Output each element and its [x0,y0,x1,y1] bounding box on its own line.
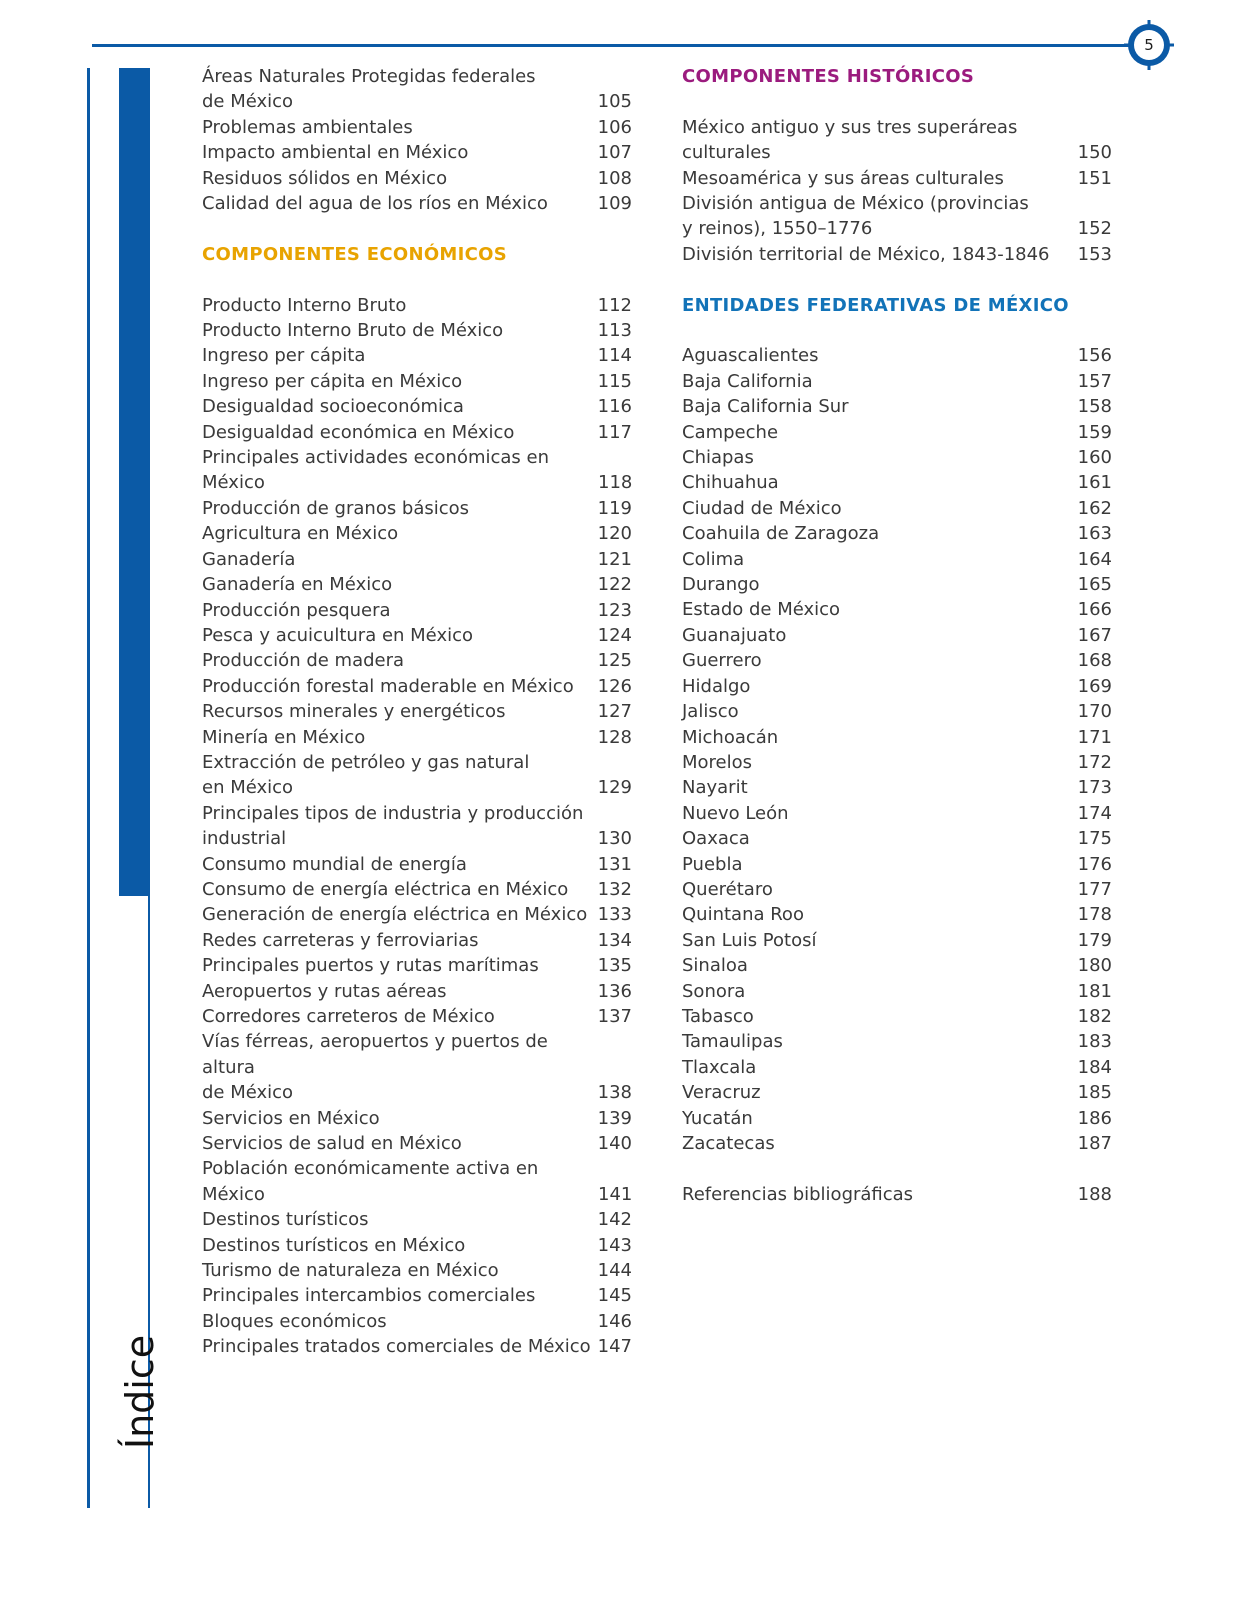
toc-entry[interactable] [202,852,632,877]
toc-entry-title: Minería en México [202,726,366,748]
toc-entry-title: Servicios en México [202,1107,380,1129]
toc-entry-title: Baja California Sur [682,396,849,418]
toc-entry-title: Hidalgo [682,675,751,697]
toc-entry[interactable] [202,140,632,165]
toc-entry-title: Vías férreas, aeropuertos y puertos de altura [202,1031,548,1078]
toc-entry[interactable] [682,115,1112,166]
toc-entry-title: Agricultura en México [202,523,399,545]
toc-entry[interactable] [682,826,1112,851]
toc-entry-title: Ingreso per cápita [202,345,366,367]
toc-entry-title: Nayarit [682,777,748,799]
toc-entry-page: 121 [597,548,632,570]
toc-entry[interactable] [202,598,632,623]
toc-entry-title: Principales intercambios comerciales [202,1285,536,1307]
toc-entry-page: 120 [597,523,632,545]
toc-entry[interactable] [682,852,1112,877]
toc-entry[interactable] [202,394,632,419]
toc-entry-page: 135 [597,955,632,977]
toc-entry[interactable] [682,191,1112,242]
toc-entry-title: Quintana Roo [682,904,804,926]
toc-entry-page: 175 [1077,828,1112,850]
toc-entry[interactable] [202,674,632,699]
toc-entry-page: 109 [597,193,632,215]
toc-entry-page: 153 [1077,243,1112,265]
toc-entry-title: Querétaro [682,878,773,900]
toc-entry[interactable] [682,1080,1112,1105]
toc-entry-page: 136 [597,980,632,1002]
toc-entry-page: 166 [1077,599,1112,621]
toc-entry-title: Producción de madera [202,650,405,672]
toc-entry-title: Consumo de energía eléctrica en México [202,878,569,900]
toc-entry-title: Principales tratados comerciales de México [202,1336,591,1358]
toc-entry-page: 113 [597,320,632,342]
toc-left-column [202,64,632,1360]
toc-entry-title: Producto Interno Bruto de México [202,320,504,342]
toc-entry[interactable] [202,445,632,496]
toc-entry-page: 114 [597,345,632,367]
toc-entry-title: de México [202,1082,294,1104]
toc-entry-title: Bloques económicos [202,1310,387,1332]
toc-entry[interactable] [202,1233,632,1258]
toc-entry-title: Zacatecas [682,1133,775,1155]
toc-entry[interactable] [682,928,1112,953]
toc-entry[interactable] [682,343,1112,368]
toc-entry[interactable] [682,1004,1112,1029]
toc-entry[interactable] [682,750,1112,775]
toc-entry-page: 134 [597,929,632,951]
toc-entry-title: industrial [202,828,287,850]
toc-entry[interactable] [202,699,632,724]
toc-entry[interactable] [682,445,1112,470]
toc-entry[interactable] [202,1029,632,1105]
toc-entry-page: 173 [1077,777,1112,799]
toc-entry-page: 125 [597,650,632,672]
toc-entry-page: 169 [1077,675,1112,697]
toc-entry-title: Desigualdad socioeconómica [202,396,464,418]
toc-entry-page: 151 [1077,167,1112,189]
toc-entry-page: 131 [597,853,632,875]
toc-entry-title: Baja California [682,370,813,392]
toc-entry-page: 117 [597,421,632,443]
toc-entry[interactable] [202,293,632,318]
toc-entry-title: Redes carreteras y ferroviarias [202,929,479,951]
toc-entry-title: Jalisco [682,701,739,723]
toc-entry[interactable] [202,166,632,191]
toc-entry-title: Pesca y acuicultura en México [202,624,474,646]
toc-entry-page: 182 [1077,1005,1112,1027]
toc-entry[interactable] [202,750,632,801]
toc-entry[interactable] [682,979,1112,1004]
toc-entry-page: 132 [597,878,632,900]
toc-entry-page: 108 [597,167,632,189]
toc-entry-page: 187 [1077,1133,1112,1155]
toc-entry-page: 157 [1077,370,1112,392]
page-number: 5 [1144,36,1154,54]
toc-entry-page: 161 [1077,472,1112,494]
toc-entry-page: 174 [1077,802,1112,824]
toc-entry-title: Generación de energía eléctrica en México [202,904,588,926]
toc-entry[interactable] [202,1283,632,1308]
toc-entry-page: 133 [597,904,632,926]
spacer [682,89,1112,114]
toc-entry-page: 160 [1077,447,1112,469]
toc-entry[interactable] [682,369,1112,394]
toc-entry-page: 105 [597,91,632,113]
toc-entry-title: Guanajuato [682,624,787,646]
toc-entry[interactable] [202,801,632,852]
toc-entry-title: División territorial de México, 1843-1846 [682,243,1050,265]
toc-entry-page: 115 [597,370,632,392]
toc-entry[interactable] [682,877,1112,902]
toc-entry-page: 144 [597,1260,632,1282]
toc-entry-page: 145 [597,1285,632,1307]
toc-entry[interactable] [202,369,632,394]
toc-entry[interactable] [202,1156,632,1207]
toc-entry-title: Impacto ambiental en México [202,142,469,164]
toc-entry[interactable] [202,1258,632,1283]
toc-entry-page: 176 [1077,853,1112,875]
toc-entry-page: 130 [597,828,632,850]
toc-entry[interactable] [202,572,632,597]
toc-entry-page: 180 [1077,955,1112,977]
toc-entry[interactable] [202,343,632,368]
toc-entry-page: 126 [597,675,632,697]
toc-entry-page: 143 [597,1234,632,1256]
spacer [202,267,632,292]
toc-entry[interactable] [202,1207,632,1232]
toc-entry-title: Ganadería [202,548,296,570]
toc-entry[interactable] [202,623,632,648]
toc-entry-page: 177 [1077,878,1112,900]
toc-entry[interactable] [682,1182,1112,1207]
toc-entry[interactable] [202,547,632,572]
toc-entry[interactable] [202,64,632,115]
toc-entry-title: Referencias bibliográficas [682,1183,914,1205]
left-margin-rule [87,68,90,1508]
toc-entry-title: Ingreso per cápita en México [202,370,463,392]
toc-entry-title: Chiapas [682,447,754,469]
toc-entry-title: Destinos turísticos en México [202,1234,466,1256]
toc-entry[interactable] [682,674,1112,699]
toc-entry-title: Calidad del agua de los ríos en México [202,193,548,215]
toc-entry[interactable] [202,318,632,343]
toc-entry-page: 171 [1077,726,1112,748]
toc-entry-page: 127 [597,701,632,723]
toc-entry-title: Consumo mundial de energía [202,853,467,875]
toc-entry[interactable] [682,521,1112,546]
toc-entry-title: Estado de México [682,599,841,621]
spacer [202,216,632,241]
toc-entry-title: Turismo de naturaleza en México [202,1260,499,1282]
toc-entry-title: Principales actividades económicas en México [202,447,550,494]
toc-entry-page: 137 [597,1006,632,1027]
toc-entry[interactable] [202,420,632,445]
toc-entry[interactable] [682,1029,1112,1054]
top-rule [92,44,1142,47]
toc-entry-page: 138 [597,1082,632,1104]
toc-entry[interactable] [202,1131,632,1156]
toc-entry[interactable] [682,699,1112,724]
toc-entry-page: 128 [597,726,632,748]
toc-entry[interactable] [682,902,1112,927]
toc-entry-page: 172 [1077,751,1112,773]
toc-right-column [682,64,1112,1207]
toc-entry-page: 146 [597,1310,632,1332]
toc-entry[interactable] [202,928,632,953]
toc-entry-page: 139 [597,1107,632,1129]
toc-entry-page: 159 [1077,421,1112,443]
section-heading: ENTIDADES FEDERATIVAS DE MÉXICO [682,294,1069,316]
toc-entry[interactable] [682,801,1112,826]
toc-entry-page: 168 [1077,650,1112,672]
toc-entry-title: Mesoamérica y sus áreas culturales [682,167,1004,189]
toc-entry[interactable] [682,547,1112,572]
toc-entry[interactable] [682,725,1112,750]
toc-entry-page: 106 [597,116,632,138]
toc-entry[interactable] [202,1309,632,1334]
toc-entry[interactable] [682,470,1112,495]
toc-entry-title: Oaxaca [682,828,750,850]
toc-entry-page: 164 [1077,548,1112,570]
toc-entry-page: 178 [1077,904,1112,926]
spacer [682,318,1112,343]
toc-entry-title: Recursos minerales y energéticos [202,701,506,723]
toc-entry-title: de México [202,91,294,113]
toc-entry-page: 116 [597,396,632,418]
toc-entry[interactable] [202,648,632,673]
toc-entry-title: Población económicamente activa en México [202,1158,539,1205]
toc-entry-title: Aguascalientes [682,345,819,367]
toc-entry-title: Desigualdad económica en México [202,421,515,443]
toc-entry-page: 163 [1077,523,1112,545]
toc-entry-title: Extracción de petróleo y gas natural [202,751,530,773]
toc-entry-page: 179 [1077,929,1112,951]
toc-entry-page: 119 [597,497,632,519]
toc-entry[interactable] [202,191,632,216]
toc-entry-title: en México [202,777,294,799]
toc-entry-title: Michoacán [682,726,779,748]
section-heading: COMPONENTES ECONÓMICOS [202,243,508,265]
toc-entry[interactable] [202,979,632,1004]
toc-entry-title: Principales puertos y rutas marítimas [202,955,539,977]
toc-entry-page: 152 [1077,218,1112,240]
toc-entry-page: 156 [1077,345,1112,367]
toc-entry[interactable] [202,902,632,927]
toc-entry-title: Sonora [682,980,746,1002]
toc-entry-page: 107 [597,142,632,164]
toc-entry[interactable] [202,1004,632,1029]
toc-entry[interactable] [682,1055,1112,1080]
toc-entry[interactable] [682,623,1112,648]
toc-entry-page: 123 [597,599,632,621]
toc-entry-title: Yucatán [682,1107,753,1129]
toc-entry[interactable] [682,1106,1112,1131]
toc-entry[interactable] [682,394,1112,419]
toc-entry-title: División antigua de México (provincias [682,193,1029,215]
toc-entry-page: 122 [597,574,632,596]
section-heading: COMPONENTES HISTÓRICOS [682,66,975,87]
toc-entry-title: Destinos turísticos [202,1209,369,1231]
toc-entry-page: 183 [1077,1031,1112,1053]
toc-entry[interactable] [202,953,632,978]
toc-entry-title: Ganadería en México [202,574,393,596]
toc-entry-title: Morelos [682,751,753,773]
toc-entry-title: Chihuahua [682,472,779,494]
toc-entry[interactable] [202,1106,632,1131]
toc-entry[interactable] [682,572,1112,597]
toc-entry-page: 158 [1077,396,1112,418]
toc-entry-title: Producción pesquera [202,599,391,621]
toc-entry-page: 124 [597,624,632,646]
toc-entry-page: 167 [1077,624,1112,646]
toc-entry-title: Coahuila de Zaragoza [682,523,880,545]
toc-entry[interactable] [682,1131,1112,1156]
toc-entry[interactable] [682,648,1112,673]
toc-entry-page: 162 [1077,497,1112,519]
toc-entry[interactable] [202,115,632,140]
toc-entry[interactable] [202,1334,632,1359]
toc-entry-title: Tabasco [682,1005,754,1027]
toc-entry-page: 140 [597,1133,632,1155]
toc-entry-title: Guerrero [682,650,762,672]
toc-entry[interactable] [682,597,1112,622]
side-title: Índice [118,1334,162,1450]
toc-entry-title: Tamaulipas [682,1031,783,1053]
toc-entry-title: Ciudad de México [682,497,842,519]
toc-entry-page: 141 [598,1183,633,1205]
side-color-band [119,68,150,896]
toc-entry[interactable] [682,496,1112,521]
toc-entry-page: 186 [1077,1107,1112,1129]
toc-entry-title: Sinaloa [682,955,748,977]
toc-entry[interactable] [202,521,632,546]
toc-entry-page: 150 [1077,142,1112,164]
toc-entry-title: Residuos sólidos en México [202,167,448,189]
toc-entry-title: Veracruz [682,1082,761,1104]
toc-entry-page: 118 [598,472,633,494]
toc-entry-title: Producción forestal maderable en México [202,675,574,697]
toc-entry[interactable] [682,242,1112,267]
toc-entry-title: Colima [682,548,745,570]
toc-entry-title: Campeche [682,421,779,443]
toc-entry-title: Áreas Naturales Protegidas federales [202,66,536,87]
spacer [682,267,1112,292]
toc-entry[interactable] [682,775,1112,800]
toc-entry-page: 185 [1077,1082,1112,1104]
toc-entry-page: 129 [597,777,632,799]
toc-entry-title: Durango [682,574,760,596]
toc-entry-page: 184 [1077,1056,1112,1078]
toc-entry-title: Servicios de salud en México [202,1133,462,1155]
toc-entry[interactable] [202,877,632,902]
toc-entry-title: culturales [682,142,771,164]
toc-entry-page: 181 [1077,980,1112,1002]
toc-entry-title: Aeropuertos y rutas aéreas [202,980,447,1002]
toc-entry-page: 170 [1077,701,1112,723]
toc-entry-page: 147 [597,1336,632,1358]
toc-entry-page: 112 [597,294,632,316]
toc-entry[interactable] [202,725,632,750]
toc-entry-title: Puebla [682,853,743,875]
toc-entry-title: Problemas ambientales [202,116,413,138]
toc-entry-page: 142 [597,1209,632,1231]
toc-entry-title: Tlaxcala [682,1056,757,1078]
spacer [682,1156,1112,1181]
toc-entry-title: Nuevo León [682,802,789,824]
toc-entry-title: San Luis Potosí [682,929,817,951]
toc-entry-title: Producción de granos básicos [202,497,470,519]
toc-entry[interactable] [202,496,632,521]
toc-entry-page: 165 [1077,574,1112,596]
toc-entry-page: 188 [1077,1183,1112,1205]
toc-entry-title: Producto Interno Bruto [202,294,407,316]
toc-entry-title: México antiguo y sus tres superáreas [682,116,1018,138]
toc-entry[interactable] [682,953,1112,978]
toc-entry[interactable] [682,166,1112,191]
toc-entry-title: Principales tipos de industria y producción [202,802,584,824]
toc-entry[interactable] [682,420,1112,445]
toc-entry-title: y reinos), 1550–1776 [682,218,873,240]
toc-entry-title: Corredores carreteros de México [202,1006,495,1027]
